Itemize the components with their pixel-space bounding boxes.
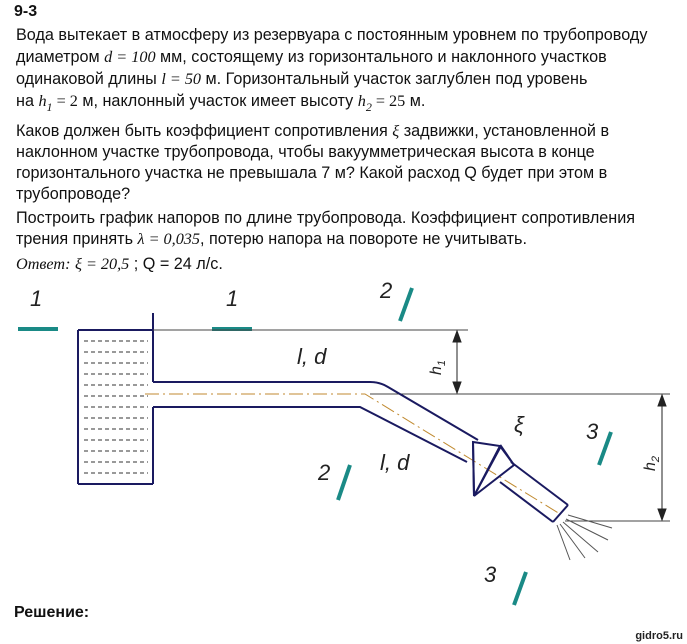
h1-dimension [453, 331, 461, 393]
section-3-bottom-label: 3 [484, 562, 497, 587]
question-text-line: Каков должен быть коэффициент сопротивления ξ задвижки, установленной в [16, 122, 610, 140]
problem-text-line: диаметром d = 100 мм, состоящему из горизонтального и наклонного участков [16, 48, 607, 66]
section-2-bottom-mark [338, 465, 350, 500]
question-text-line: трубопроводе? [16, 185, 131, 203]
horizontal-pipe-label: l, d [297, 344, 327, 369]
answer-label: Ответ: [16, 255, 71, 273]
section-2-top-mark [400, 288, 412, 321]
problem-text-line: на $h_1 = 2$ м, наклонный участок имеет высоту $h_2 = 25$ м. [16, 92, 426, 114]
problem-number: 9-3 [14, 3, 38, 20]
diameter-formula: d = 100 [104, 48, 156, 66]
jet-spray [557, 515, 612, 560]
watermark: gidro5.ru [635, 630, 683, 642]
section-1-right-label: 1 [226, 286, 239, 311]
reservoir [78, 313, 153, 484]
h1-label: $h_1$ [428, 359, 448, 375]
solution-label: Решение: [14, 604, 90, 621]
section-3-right-mark [599, 432, 611, 465]
lambda-formula: λ = 0,035 [137, 230, 200, 248]
question-text-line: горизонтального участка не превышала 7 м? Какой расход Q будет при этом в [16, 164, 608, 182]
question-text-line: Построить график напоров по длине трубопровода. Коэффициент сопротивления [16, 209, 636, 227]
inclined-pipe-label: l, d [380, 450, 410, 475]
section-1-left-label: 1 [30, 286, 43, 311]
question-text-line: наклонном участке трубопровода, чтобы вакуумметрическая высота в конце [16, 143, 595, 161]
answer-xi: ξ = 20,5 [74, 255, 130, 273]
problem-text-line: одинаковой длины l = 50 м. Горизонтальный участок заглублен под уровень [16, 70, 588, 88]
valve-xi-label: ξ [514, 412, 524, 437]
section-3-right-label: 3 [586, 419, 599, 444]
section-2-top-label: 2 [380, 278, 393, 303]
length-formula: l = 50 [161, 70, 202, 88]
section-2-bottom-label: 2 [318, 460, 331, 485]
section-3-bottom-mark [514, 572, 526, 605]
problem-text-line: Вода вытекает в атмосферу из резервуара с постоянным уровнем по трубопроводу [16, 26, 648, 44]
answer-q: ; Q = 24 л/с. [129, 255, 223, 273]
h2-label: $h_2$ [642, 455, 662, 471]
question-text-line: трения принять λ = 0,035, потерю напора на повороте не учитывать. [16, 230, 527, 248]
